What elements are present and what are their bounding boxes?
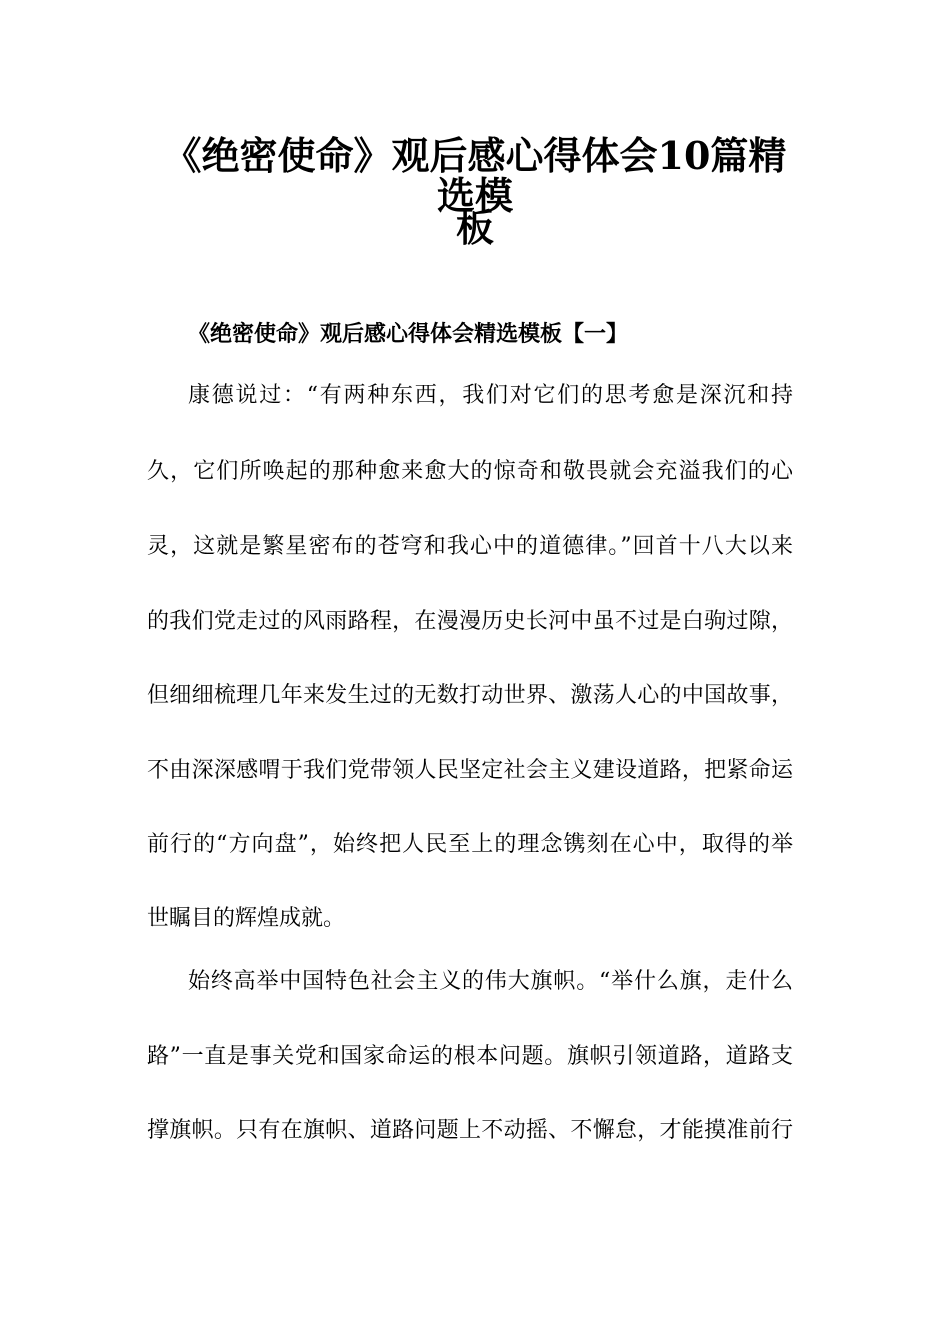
document-title-line-1: 《绝密使命》观后感心得体会10篇精选模 <box>163 133 787 218</box>
paragraph-line: 灵，这就是繁星密布的苍穹和我心中的道德律。”回首十八大以来 <box>147 534 793 559</box>
paragraph-line: 的我们党走过的风雨路程，在漫漫历史长河中虽不过是白驹过隙， <box>147 609 793 634</box>
paragraph-line: 撑旗帜。只有在旗帜、道路问题上不动摇、不懈怠，才能摸准前行 <box>147 1118 793 1143</box>
paragraph-line: 始终高举中国特色社会主义的伟大旗帜。“举什么旗，走什么 <box>188 969 793 994</box>
paragraph-line: 前行的“方向盘”，始终把人民至上的理念镌刻在心中，取得的举 <box>147 832 793 857</box>
section-heading: 《绝密使命》观后感心得体会精选模板【一】 <box>188 321 629 347</box>
paragraph-line: 世瞩目的辉煌成就。 <box>147 906 346 931</box>
document-title-line-2: 板 <box>455 205 494 250</box>
paragraph-line: 康德说过：“有两种东西，我们对它们的思考愈是深沉和持 <box>188 383 793 408</box>
paragraph-line: 不由深深感喟于我们党带领人民坚定社会主义建设道路，把紧命运 <box>147 758 793 783</box>
paragraph-line: 路”一直是事关党和国家命运的根本问题。旗帜引领道路，道路支 <box>147 1044 793 1069</box>
paragraph-line: 但细细梳理几年来发生过的无数打动世界、激荡人心的中国故事， <box>147 683 793 708</box>
paragraph-line: 久，它们所唤起的那种愈来愈大的惊奇和敬畏就会充溢我们的心 <box>147 459 793 484</box>
